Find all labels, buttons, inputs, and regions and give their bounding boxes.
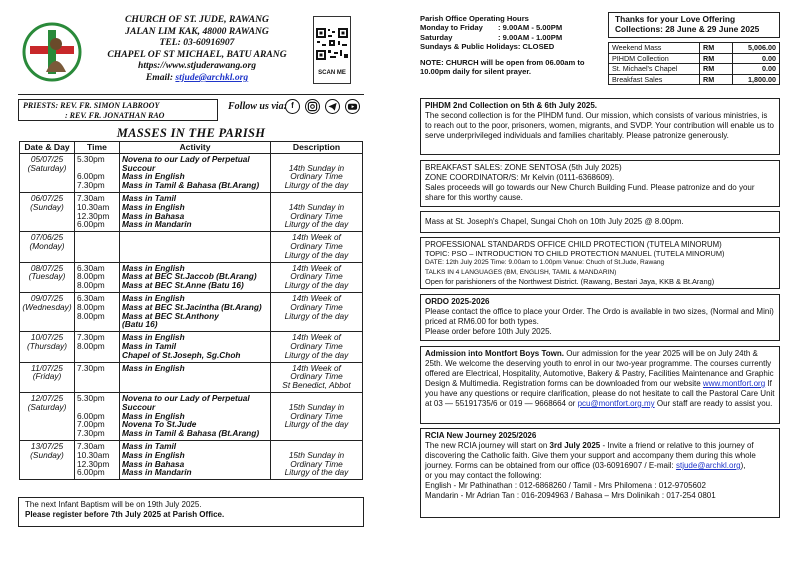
activity-value: Mass in Mandarin (122, 467, 192, 478)
day-value: (Wednesday) (22, 301, 72, 312)
day-value: (Sunday) (30, 201, 64, 212)
description-value: Liturgy of the day (284, 280, 349, 291)
chapel-name: CHAPEL OF ST MICHAEL, BATU ARANG (107, 48, 287, 60)
time-value (77, 320, 117, 329)
date-value: 06/07/25 (30, 192, 64, 203)
day-value: (Sunday) (30, 449, 64, 460)
montfort-body-2: If you have any questions or require clarification, please do not hesitate to call the Pastoral Care Unit at 03 — 55191735/6 or 019 — 9668664 or (425, 379, 775, 408)
rcia-start-date: 3rd July 2025 (549, 441, 601, 450)
time-value: 7.00pm (77, 419, 105, 430)
table-row (20, 440, 363, 479)
date-value: 07/06/25 (30, 232, 64, 243)
activity-value: Mass in English (122, 410, 185, 421)
description-value: Ordinary Time (290, 171, 343, 182)
table-row (20, 362, 363, 392)
table-row (20, 262, 363, 292)
church-email[interactable]: stjude@archkl.org (175, 71, 249, 83)
cell-description (271, 392, 363, 440)
offering-currency: RM (700, 64, 733, 75)
offering-label: Breakfast Sales (609, 74, 700, 85)
cell-description (271, 192, 363, 231)
description-value: 14th Week of (292, 362, 341, 373)
offering-amount: 0.00 (733, 53, 780, 64)
activity-value: Mass in Mandarin (122, 219, 192, 230)
pso-line-5: Open for parishioners of the Northwest District. (Rawang, Bestari Jaya, KKB & Bt.Arang) (425, 276, 715, 286)
offering-heading-box (608, 12, 780, 38)
cell-date (20, 232, 75, 262)
pihdm-body: The second collection is for the PIHDM fund. Our mission, which consists of various ministries, is to reach out to the poor, prisoners, women, migrants, and SVDP. Your contribution will enable us to serve underprivileged individuals and families charitably. Please patronize generously. (425, 111, 774, 140)
pso-line-2: TOPIC: PSO – INTRODUCTION TO CHILD PROTECTION MANUEL (TUTELA MINORUM) (425, 249, 725, 259)
breakfast-line-2: ZONE COORDINATOR/S: Mr Kelvin (0111-6368609). (425, 173, 615, 182)
day-value: (Friday) (32, 371, 62, 382)
description-value: Liturgy of the day (284, 310, 349, 321)
description-value: Ordinary Time (290, 240, 343, 251)
offering-row (609, 64, 780, 75)
time-value: 6.00pm (77, 410, 105, 421)
pso-line-3: DATE: 12th July 2025 Time: 9.00am to 1.00pm Venue: Chuch of St.Jude, Rawang (425, 259, 665, 267)
activity-value: Mass in English (122, 171, 185, 182)
rcia-contacts-2: Mandarin - Mr Adrian Tan : 016-2094963 / Bahasa – Mrs Dolinikah : 017-254 0801 (425, 491, 716, 500)
ordo-title: ORDO 2025-2026 (425, 297, 490, 306)
description-value: Ordinary Time (290, 371, 343, 382)
description-value: Ordinary Time (290, 271, 343, 282)
email-label: Email: (145, 71, 174, 83)
activity-value: Succour (122, 401, 156, 412)
time-value: 10.30am (77, 449, 110, 460)
time-value: 5.30pm (77, 392, 105, 403)
time-value: 12.30pm (77, 458, 110, 469)
time-value: 5.30pm (77, 153, 105, 164)
time-value: 8.00pm (77, 271, 105, 282)
cell-date (20, 392, 75, 440)
activity-value: Novena to our Lady of Perpetual (122, 153, 250, 164)
description-value: 14th Week of (292, 332, 341, 343)
cell-activity (120, 292, 271, 331)
montfort-notice (420, 346, 780, 424)
description-value: 14th Sunday in (288, 201, 345, 212)
description-value: Ordinary Time (290, 210, 343, 221)
mass-schedule-table (19, 141, 363, 480)
description-value: Liturgy of the day (284, 349, 349, 360)
breakfast-notice (420, 160, 780, 207)
description-value: Liturgy of the day (284, 180, 349, 191)
cell-description (271, 362, 363, 392)
offering-currency: RM (700, 43, 733, 54)
church-logo (22, 22, 82, 82)
cell-time (75, 362, 120, 392)
baptism-notice (18, 497, 364, 527)
col-header-date: Date & Day (20, 142, 75, 154)
church-open-note: NOTE: CHURCH will be open from 06.00am to 10.00pm daily for silent prayer. (420, 57, 585, 77)
follow-us-label: Follow us via: (228, 101, 287, 112)
activity-value: Mass in English (122, 201, 185, 212)
time-value: 6.00pm (77, 171, 105, 182)
time-value: 6.00pm (77, 467, 105, 478)
priest-line-1: PRIESTS: REV. FR. SIMON LABROOY (23, 101, 160, 110)
rcia-contacts-1: English - Mr Pathinathan : 012-6868260 / Tamil - Mrs Philomena : 012-9705602 (425, 481, 706, 490)
rcia-title: RCIA New Journey 2025/2026 (425, 431, 537, 440)
scan-me-label: SCAN ME (318, 70, 346, 76)
rcia-body-2: - Invite a friend or relative to this journey of discovering the Catholic faith. Give them your support and accompany them during this whole journey. Forms can be obtained from our office (03-60916907 / E-mail: (425, 441, 756, 470)
cell-time (75, 292, 120, 331)
pihdm-title: PIHDM 2nd Collection on 5th & 6th July 2025. (425, 101, 598, 110)
time-value (77, 351, 117, 360)
pso-line-4: TALKS IN 4 LANGUAGES (BM, ENGLISH, TAMIL & MANDARIN) (425, 268, 617, 276)
cell-date (20, 292, 75, 331)
office-hours-title: Parish Office Operating Hours (420, 14, 529, 23)
time-value: 7.30pm (77, 332, 105, 343)
montfort-body-1: Our admission for the year 2025 will be on July 24th & 25th. We welcome the deserving youth to enrol in our two-year programme. The courses currently offered are Electrical, Hospitality, Automotive, Bakery & Pastry, Facilities Maintenance and Graphic Design & Multimedia. Registration forms can be downloaded from our website (425, 349, 774, 388)
offering-label: PIHDM Collection (609, 53, 700, 64)
activity-value: Mass in Bahasa (122, 210, 185, 221)
cell-description (271, 153, 363, 192)
date-value: 10/07/25 (30, 332, 64, 343)
activity-value: Mass in Tamil (122, 440, 177, 451)
rcia-body-3: ), (740, 461, 746, 470)
activity-value: Mass at BEC St.Anthony (122, 310, 219, 321)
cell-activity (120, 262, 271, 292)
montfort-website[interactable]: www.montfort.org (702, 379, 766, 388)
day-value: (Saturday) (27, 162, 67, 173)
priest-line-2: : REV. FR. JONATHAN RAO (65, 111, 165, 120)
rcia-body-1: The new RCIA journey will start on (425, 441, 548, 450)
hours-day-saturday: Saturday (420, 32, 453, 42)
hours-day-weekday: Monday to Friday (420, 23, 483, 33)
time-value: 8.00pm (77, 280, 105, 291)
office-hours (420, 14, 604, 76)
time-value: 10.30am (77, 201, 110, 212)
cell-description (271, 440, 363, 479)
ordo-body: Please contact the office to place your Order. The Ordo is available in two sizes, (Normal and Mini) priced at RM6.00 for both types. (425, 307, 774, 326)
offering-amount: 0.00 (733, 64, 780, 75)
activity-value: Mass in Tamil & Bahasa (Bt.Arang) (122, 180, 260, 191)
activity-value: (Batu 16) (122, 319, 158, 330)
cell-time (75, 440, 120, 479)
ordo-deadline: Please order before 10th July 2025. (425, 327, 552, 336)
description-value: 15th Sunday in (288, 449, 345, 460)
activity-value: Mass in English (122, 362, 185, 373)
time-value: 6.00pm (77, 219, 105, 230)
cell-activity (120, 440, 271, 479)
header-divider (18, 94, 364, 95)
offering-row (609, 53, 780, 64)
priests-box (18, 99, 218, 121)
youtube-icon[interactable] (345, 99, 360, 114)
date-value: 11/07/25 (31, 362, 63, 373)
activity-value: Mass at BEC St.Anne (Batu 16) (122, 280, 244, 291)
date-value: 09/07/25 (30, 292, 64, 303)
activity-value: Mass in Bahasa (122, 458, 185, 469)
hours-time-weekday: : 9.00AM - 5.00PM (498, 23, 563, 33)
col-header-description: Description (271, 142, 363, 154)
pso-line-1: PROFESSIONAL STANDARDS OFFICE CHILD PROTECTION (TUTELA MINORUM) (425, 240, 722, 249)
rcia-notice (420, 428, 780, 518)
day-value: (Tuesday) (28, 271, 66, 282)
table-row (20, 153, 363, 192)
offering-table (608, 42, 780, 85)
activity-value: Mass in Tamil (122, 340, 177, 351)
cell-date (20, 362, 75, 392)
activity-value: Mass in English (122, 292, 185, 303)
offering-title: Thanks for your Love Offering (615, 14, 736, 24)
description-value: 14th Sunday in (288, 162, 345, 173)
table-row (20, 332, 363, 362)
time-value: 6.30am (77, 262, 105, 273)
pso-notice (420, 237, 780, 289)
table-row (20, 292, 363, 331)
church-website[interactable]: https://www.stjuderawang.org (137, 60, 256, 72)
offering-label: Weekend Mass (609, 43, 700, 54)
time-value: 8.00pm (77, 340, 105, 351)
date-value: 12/07/25 (30, 392, 64, 403)
cell-activity (120, 392, 271, 440)
cell-description (271, 232, 363, 262)
date-value: 05/07/25 (30, 153, 64, 164)
cell-activity (120, 362, 271, 392)
telegram-icon[interactable] (325, 99, 340, 114)
breakfast-line-1: BREAKFAST SALES: ZONE SENTOSA (5th July 2025) (425, 163, 622, 172)
pihdm-notice (420, 98, 780, 155)
activity-value: Chapel of St.Joseph, Sg.Choh (122, 349, 241, 360)
description-value: 14th Week of (292, 292, 341, 303)
activity-value: Novena To St.Jude (122, 419, 197, 430)
date-value: 08/07/25 (30, 262, 64, 273)
offering-subtitle: Collections: 28 June & 29 June 2025 (615, 24, 760, 35)
description-value: Ordinary Time (290, 301, 343, 312)
cell-activity (120, 232, 271, 262)
col-header-activity: Activity (120, 142, 271, 154)
activity-value: Mass in Tamil (122, 192, 177, 203)
cell-time (75, 153, 120, 192)
rcia-email[interactable]: stjude@archkl.org (675, 461, 741, 470)
ordo-notice (420, 294, 780, 341)
time-value: 12.30pm (77, 210, 110, 221)
hours-time-saturday: : 9.00AM - 1.00PM (498, 32, 563, 42)
cell-time (75, 192, 120, 231)
table-row (20, 232, 363, 262)
description-value: 14th Week of (292, 262, 341, 273)
rcia-contact-intro: or you may contact the following: (425, 471, 542, 480)
church-name: CHURCH OF ST. JUDE, RAWANG (125, 14, 269, 25)
description-value: Liturgy of the day (284, 249, 349, 260)
activity-value: Mass in English (122, 332, 185, 343)
offering-row (609, 43, 780, 54)
table-row (20, 192, 363, 231)
table-header-row (20, 142, 363, 154)
time-value: 8.00pm (77, 310, 105, 321)
activity-value: Mass in English (122, 262, 185, 273)
time-value: 7.30am (77, 192, 105, 203)
offering-amount: 1,800.00 (733, 74, 780, 85)
table-row (20, 392, 363, 440)
description-value: St Benedict, Abbot (282, 380, 351, 391)
chapel-mass-text: Mass at St. Joseph's Chapel, Sungai Choh on 10th July 2025 @ 8.00pm. (425, 217, 684, 226)
day-value: (Monday) (29, 240, 65, 251)
activity-value: Mass in English (122, 449, 185, 460)
offering-row (609, 74, 780, 85)
montfort-title: Admission into Montfort Boys Town. (425, 349, 564, 358)
cell-time (75, 232, 120, 262)
offering-currency: RM (700, 74, 733, 85)
offering-label: St. Michael's Chapel (609, 64, 700, 75)
montfort-body-3: Our staff are ready to assist you. (656, 399, 773, 408)
offering-currency: RM (700, 53, 733, 64)
time-value: 8.00pm (77, 301, 105, 312)
cell-time (75, 332, 120, 362)
chapel-mass-notice (420, 211, 780, 233)
baptism-line-1: The next Infant Baptism will be on 19th July 2025. (25, 500, 202, 509)
date-value: 13/07/25 (30, 440, 64, 451)
time-value: 7.30pm (77, 428, 105, 439)
qr-code[interactable] (313, 16, 351, 84)
facebook-icon[interactable]: f (285, 99, 300, 114)
cell-date (20, 332, 75, 362)
description-value: Ordinary Time (290, 410, 343, 421)
cell-description (271, 262, 363, 292)
activity-value: Succour (122, 162, 156, 173)
time-value: 7.30pm (77, 362, 105, 373)
instagram-icon[interactable] (305, 99, 320, 114)
church-tel: TEL: 03-60916907 (159, 37, 235, 49)
day-value: (Thursday) (26, 340, 68, 351)
description-value: Ordinary Time (290, 458, 343, 469)
description-value: 15th Sunday in (288, 401, 345, 412)
cell-description (271, 332, 363, 362)
description-value: Liturgy of the day (284, 219, 349, 230)
cell-description (271, 292, 363, 331)
activity-value: Mass at BEC St.Jacintha (Bt.Arang) (122, 301, 262, 312)
masses-title: MASSES IN THE PARISH (116, 126, 266, 140)
cell-date (20, 192, 75, 231)
cell-activity (120, 332, 271, 362)
col-header-time: Time (75, 142, 120, 154)
activity-value: Novena to our Lady of Perpetual (122, 392, 250, 403)
cell-time (75, 262, 120, 292)
cell-date (20, 262, 75, 292)
activity-value: Mass in Tamil & Bahasa (Bt.Arang) (122, 428, 260, 439)
description-value: 14th Week of (292, 232, 341, 243)
baptism-line-2: Please register before 7th July 2025 at Parish Office. (25, 510, 225, 520)
cell-time (75, 392, 120, 440)
activity-value: Mass at BEC St.Jaccob (Bt.Arang) (122, 271, 257, 282)
time-value: 6.30am (77, 292, 105, 303)
description-value: Liturgy of the day (284, 467, 349, 478)
cell-date (20, 153, 75, 192)
hours-closed: Sundays & Public Holidays: CLOSED (420, 42, 555, 52)
day-value: (Saturday) (27, 401, 67, 412)
breakfast-body: Sales proceeds will go towards our New Church Building Fund. Please patronize and do your share for this worthy cause. (425, 183, 755, 202)
montfort-email[interactable]: pcu@montfort.org.my (577, 399, 655, 408)
description-value: Ordinary Time (290, 340, 343, 351)
offering-amount: 5,006.00 (733, 43, 780, 54)
church-header (92, 14, 302, 84)
time-value: 7.30am (77, 440, 105, 451)
description-value: Liturgy of the day (284, 419, 349, 430)
church-address: JALAN LIM KAK, 48000 RAWANG (125, 25, 269, 37)
time-value: 7.30pm (77, 180, 105, 191)
cell-date (20, 440, 75, 479)
cell-activity (120, 153, 271, 192)
cell-activity (120, 192, 271, 231)
